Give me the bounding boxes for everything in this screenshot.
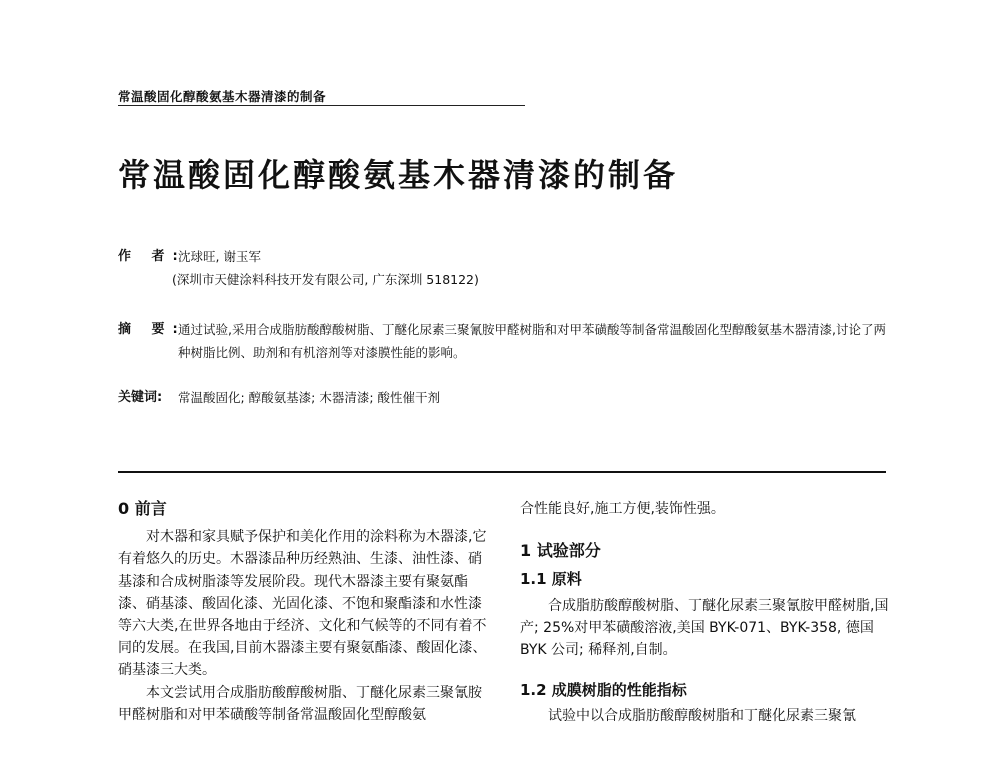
abstract-label: 摘 要: <box>118 322 186 337</box>
keywords-label: 关键词: <box>118 390 163 405</box>
authors-affiliation: (深圳市天健涂料科技开发有限公司, 广东深圳 518122) <box>172 272 479 287</box>
materials-paragraph: 合成脂肪酸醇酸树脂、丁醚化尿素三聚氰胺甲醛树脂,国产; 25%对甲苯磺酸溶液,美国 BYK-071、BYK-358, 德国 BYK 公司; 稀释剂,自制。 <box>520 597 889 659</box>
authors-names: 沈球旺, 谢玉军 <box>178 249 261 264</box>
intro-paragraph-2: 本文尝试用合成脂肪酸醇酸树脂、丁醚化尿素三聚氰胺甲醛树脂和对甲苯磺酸等制备常温酸固化型醇酸氨 <box>118 684 482 723</box>
page-title: 常温酸固化醇酸氨基木器清漆的制备 <box>118 156 679 194</box>
running-header-rule <box>118 105 525 106</box>
right-column <box>520 498 890 728</box>
abstract-text: 通过试验,采用合成脂肪酸醇酸树脂、丁醚化尿素三聚氰胺甲醛树脂和对甲苯磺酸等制备常温酸固化型醇酸氨基木器清漆,讨论了两种树脂比例、助剂和有机溶剂等对漆膜性能的影响。 <box>178 322 886 360</box>
section-heading-experimental: 1 试验部分 <box>520 541 601 561</box>
section-heading-introduction: 0 前言 <box>118 499 167 518</box>
keywords-text: 常温酸固化; 醇酸氨基漆; 木器清漆; 酸性催干剂 <box>178 390 441 405</box>
body-separator-rule <box>118 471 886 473</box>
continuation-text: 合性能良好,施工方便,装饰性强。 <box>520 501 725 517</box>
resin-properties-paragraph: 试验中以合成脂肪酸醇酸树脂和丁醚化尿素三聚氰 <box>548 708 856 725</box>
running-header: 常温酸固化醇酸氨基木器清漆的制备 <box>118 89 327 104</box>
intro-paragraph-1: 对木器和家具赋予保护和美化作用的涂料称为木器漆,它有着悠久的历史。木器漆品种历经熟油、生漆、油性漆、硝基漆和合成树脂漆等发展阶段。现代木器漆主要有聚氨酯漆、硝基漆、酸固化漆、光固化漆、不饱和聚酯漆和水性漆等六大类,在世界各地由于经济、文化和气候等的不同有着不同的发展。在我国,目前木器漆主要有聚氨酯漆、酸固化漆、硝基漆三大类。 <box>118 529 487 679</box>
left-column <box>118 498 488 726</box>
subsection-heading-materials: 1.1 原料 <box>520 570 582 589</box>
subsection-heading-resin-properties: 1.2 成膜树脂的性能指标 <box>520 681 687 700</box>
authors-label: 作 者: <box>118 249 186 264</box>
